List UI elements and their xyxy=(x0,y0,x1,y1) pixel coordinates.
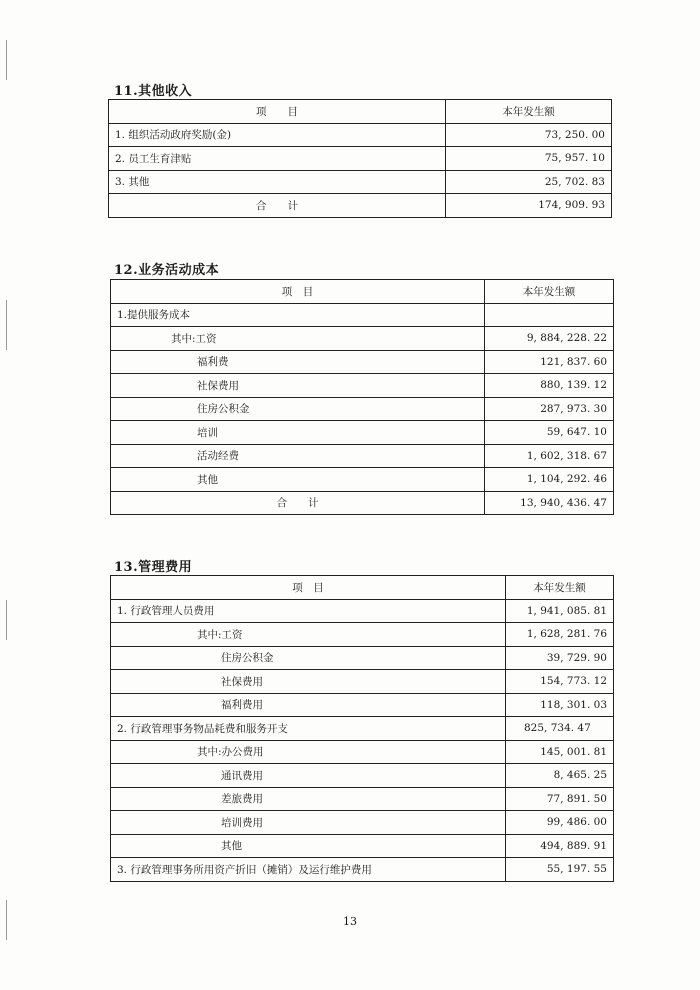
row-label: 培训费用 xyxy=(111,811,506,835)
row-amount: 287, 973. 30 xyxy=(485,397,614,421)
table-header-row xyxy=(111,576,614,600)
row-label: 培训 xyxy=(111,421,485,445)
row-amount: 55, 197. 55 xyxy=(506,858,614,882)
row-amount: 1, 628, 281. 76 xyxy=(506,623,614,647)
table-row xyxy=(111,350,614,374)
header-amount: 本年发生额 xyxy=(446,100,612,124)
total-label: 合 计 xyxy=(109,194,446,218)
header-item: 项 目 xyxy=(111,576,506,600)
row-amount: 121, 837. 60 xyxy=(485,350,614,374)
header-amount: 本年发生额 xyxy=(485,280,614,304)
table-row xyxy=(111,397,614,421)
row-amount: 1, 104, 292. 46 xyxy=(485,468,614,492)
row-amount: 39, 729. 90 xyxy=(506,646,614,670)
row-amount: 9, 884, 228. 22 xyxy=(485,327,614,351)
row-label: 3. 行政管理事务所用资产折旧（摊销）及运行维护费用 xyxy=(111,858,506,882)
row-label: 其中:办公费用 xyxy=(111,740,506,764)
table-row xyxy=(111,327,614,351)
table-row xyxy=(109,170,612,194)
scan-edge-mark xyxy=(6,40,7,80)
table-row xyxy=(111,858,614,882)
row-amount: 825, 734. 47 xyxy=(506,717,614,741)
business-cost-table xyxy=(110,279,614,515)
row-label: 其他 xyxy=(111,468,485,492)
row-amount: 59, 647. 10 xyxy=(485,421,614,445)
table-header-row xyxy=(109,100,612,124)
table-row xyxy=(111,693,614,717)
total-label: 合 计 xyxy=(111,491,485,515)
table-row xyxy=(111,834,614,858)
row-amount xyxy=(485,303,614,327)
row-amount: 99, 486. 00 xyxy=(506,811,614,835)
table-row xyxy=(111,787,614,811)
row-amount: 145, 001. 81 xyxy=(506,740,614,764)
row-amount: 8, 465. 25 xyxy=(506,764,614,788)
header-item: 项 目 xyxy=(111,280,485,304)
other-income-table xyxy=(108,99,612,218)
header-amount: 本年发生额 xyxy=(506,576,614,600)
table-row xyxy=(111,468,614,492)
table-row xyxy=(111,421,614,445)
total-amount: 13, 940, 436. 47 xyxy=(485,491,614,515)
table-row xyxy=(109,147,612,171)
total-amount: 174, 909. 93 xyxy=(446,194,612,218)
scan-edge-mark xyxy=(6,300,7,350)
row-amount: 75, 957. 10 xyxy=(446,147,612,171)
row-label: 社保费用 xyxy=(111,670,506,694)
row-amount: 73, 250. 00 xyxy=(446,123,612,147)
table-row xyxy=(111,374,614,398)
row-label: 其他 xyxy=(111,834,506,858)
row-label: 活动经费 xyxy=(111,444,485,468)
row-label: 1.提供服务成本 xyxy=(111,303,485,327)
row-label: 差旅费用 xyxy=(111,787,506,811)
table-row xyxy=(111,670,614,694)
row-amount: 77, 891. 50 xyxy=(506,787,614,811)
admin-expense-table xyxy=(110,575,614,882)
row-amount: 118, 301. 03 xyxy=(506,693,614,717)
row-amount: 880, 139. 12 xyxy=(485,374,614,398)
table-row xyxy=(109,123,612,147)
row-label: 2. 员工生育津贴 xyxy=(109,147,446,171)
table-row xyxy=(111,303,614,327)
table-row xyxy=(111,811,614,835)
row-amount: 1, 941, 085. 81 xyxy=(506,599,614,623)
table-row xyxy=(111,764,614,788)
row-label: 住房公积金 xyxy=(111,646,506,670)
table-row xyxy=(111,623,614,647)
table-row xyxy=(111,599,614,623)
row-amount: 494, 889. 91 xyxy=(506,834,614,858)
row-label: 其中:工资 xyxy=(111,623,506,647)
scan-edge-mark xyxy=(6,600,7,640)
section-13-title: 13.管理费用 xyxy=(114,560,193,575)
row-label: 2. 行政管理事务物品耗费和服务开支 xyxy=(111,717,506,741)
row-amount: 1, 602, 318. 67 xyxy=(485,444,614,468)
table-row xyxy=(111,444,614,468)
row-label: 1. 组织活动政府奖励(金) xyxy=(109,123,446,147)
table-row xyxy=(111,646,614,670)
section-11-title: 11.其他收入 xyxy=(114,84,193,99)
page-number: 13 xyxy=(343,915,357,928)
row-label: 福利费 xyxy=(111,350,485,374)
row-label: 福利费用 xyxy=(111,693,506,717)
row-amount: 154, 773. 12 xyxy=(506,670,614,694)
row-label: 通讯费用 xyxy=(111,764,506,788)
header-item: 项 目 xyxy=(109,100,446,124)
row-label: 其中:工资 xyxy=(111,327,485,351)
table-header-row xyxy=(111,280,614,304)
row-label: 1. 行政管理人员费用 xyxy=(111,599,506,623)
total-row xyxy=(109,194,612,218)
row-amount: 25, 702. 83 xyxy=(446,170,612,194)
row-label: 3. 其他 xyxy=(109,170,446,194)
table-row xyxy=(111,717,614,741)
table-row xyxy=(111,740,614,764)
total-row xyxy=(111,491,614,515)
row-label: 社保费用 xyxy=(111,374,485,398)
row-label: 住房公积金 xyxy=(111,397,485,421)
section-12-title: 12.业务活动成本 xyxy=(114,263,220,278)
